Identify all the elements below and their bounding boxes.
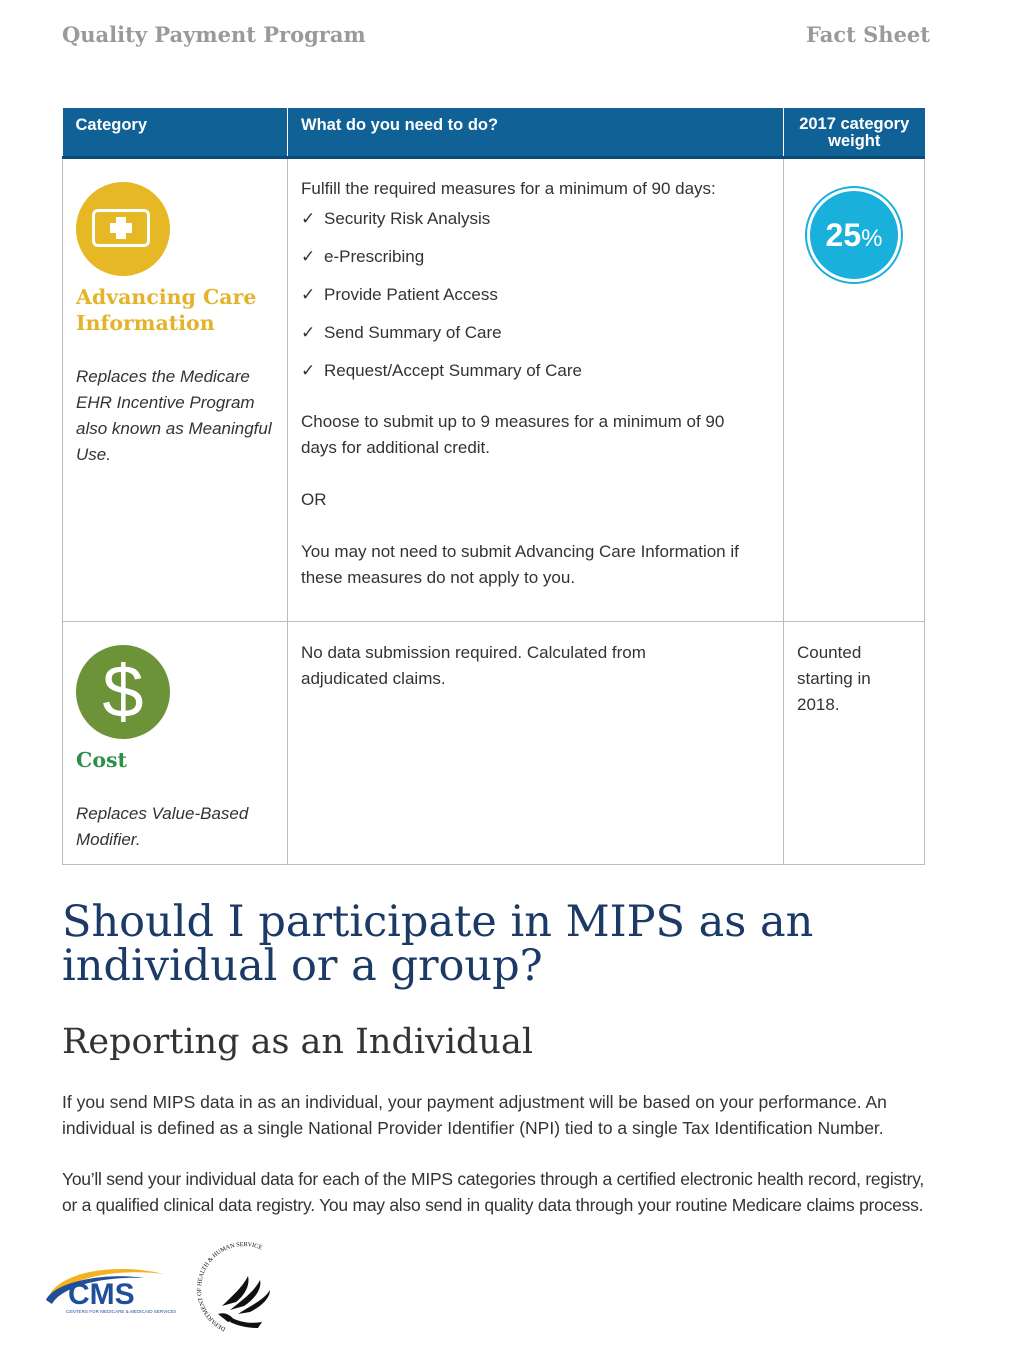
checkmark-icon: ✓: [301, 361, 316, 380]
category-title: Advancing Care Information: [76, 285, 257, 335]
column-header-weight: 2017 category weight: [784, 108, 925, 158]
checklist-item: ✓ Provide Patient Access: [301, 282, 770, 320]
hhs-seal-text: DEPARTMENT OF HEALTH & HUMAN SERVICE: [196, 1241, 264, 1333]
cms-logo-text: CMS: [68, 1278, 135, 1311]
additional-credit-text: Choose to submit up to 9 measures for a minimum of 90 days for additional credit.: [301, 412, 725, 457]
checklist-item: ✓ Security Risk Analysis: [301, 206, 770, 244]
not-applicable-note: You may not need to submit Advancing Care Information if these measures do not apply to you.: [301, 542, 739, 587]
weight-cell: [784, 158, 925, 622]
column-header-category: Category: [63, 108, 288, 158]
requirements-text: No data submission required. Calculated from adjudicated claims.: [301, 643, 646, 688]
category-title: Cost: [76, 748, 127, 772]
table-row: [63, 158, 925, 622]
checklist-item: ✓ Request/Accept Summary of Care: [301, 358, 770, 396]
cms-logo-subtext: CENTERS FOR MEDICARE & MEDICAID SERVICES: [66, 1309, 176, 1314]
table-header-row: [63, 108, 925, 158]
program-name: Quality Payment Program: [62, 22, 366, 47]
requirements-checklist: [301, 206, 770, 396]
checkmark-icon: ✓: [301, 209, 316, 228]
body-paragraph: If you send MIPS data in as an individual, your payment adjustment will be based on your performance. An individual is defined as a single National Provider Identifier (NPI) tied to a single Tax Identification Number.: [62, 1092, 887, 1138]
medical-kit-icon: [76, 182, 170, 276]
category-description: Replaces the Medicare EHR Incentive Program also known as Meaningful Use.: [76, 367, 272, 464]
requirements-lead: Fulfill the required measures for a minimum of 90 days:: [301, 179, 716, 198]
percent-symbol: %: [861, 225, 883, 252]
body-paragraph: You’ll send your individual data for each of the MIPS categories through a certified electronic health record, registry, or a qualified clinical data registry. You may also send in quality data through your routine Medicare claims process.: [62, 1169, 925, 1215]
checklist-item: ✓ e-Prescribing: [301, 244, 770, 282]
category-table: [62, 108, 925, 865]
section-heading: Should I participate in MIPS as an individual or a group?: [62, 897, 814, 991]
checkmark-icon: ✓: [301, 247, 316, 266]
dollar-icon: $: [76, 645, 170, 739]
checkmark-icon: ✓: [301, 323, 316, 342]
category-cell: [63, 158, 288, 622]
checkmark-icon: ✓: [301, 285, 316, 304]
weight-value: 25: [825, 217, 862, 253]
table-row: [63, 622, 925, 865]
column-header-need: What do you need to do?: [288, 108, 784, 158]
category-description: Replaces Value-Based Modifier.: [76, 804, 249, 849]
weight-cell: [784, 622, 925, 865]
category-cell: [63, 622, 288, 865]
requirements-cell: [288, 622, 784, 865]
document-type: Fact Sheet: [805, 22, 930, 47]
weight-text: Counted starting in 2018.: [797, 643, 871, 714]
requirements-cell: [288, 158, 784, 622]
hhs-seal: [192, 1236, 284, 1336]
cms-logo: [44, 1262, 176, 1318]
subsection-heading: Reporting as an Individual: [62, 1022, 534, 1062]
weight-badge: [807, 188, 901, 282]
or-text: OR: [301, 490, 327, 509]
checklist-item: ✓ Send Summary of Care: [301, 320, 770, 358]
